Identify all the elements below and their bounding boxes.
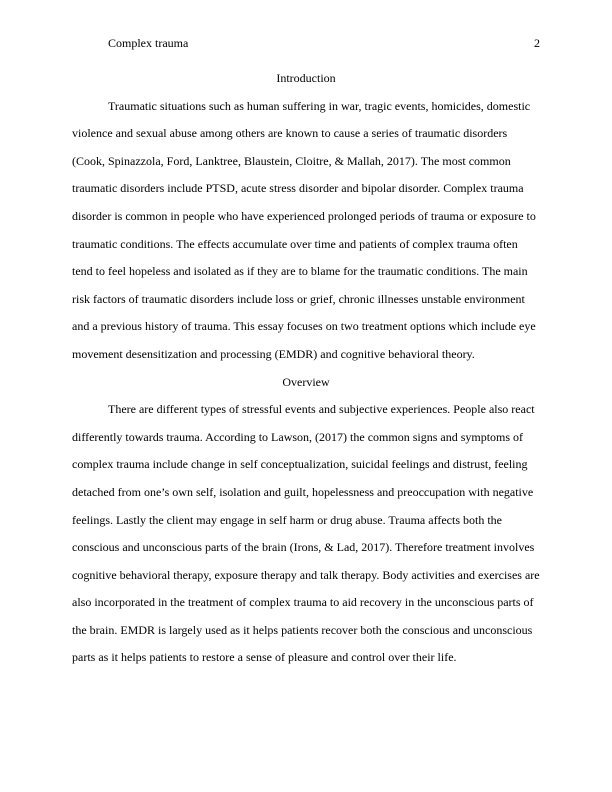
paragraph-introduction: Traumatic situations such as human suffering in war, tragic events, homicides, domestic violence and sexual abuse among others are known to cause a series of traumatic disorders (Cook, Spinazzola, Ford, Lanktree, Blaustein, Cloitre, & Mallah, 2017). The most common traumatic disorders include PTSD, acute stress disorder and bipolar disorder. Complex trauma disorder is common in people who have experienced prolonged periods of trauma or exposure to traumatic conditions. The effects accumulate over time and patients of complex trauma often tend to feel hopeless and isolated as if they are to blame for the traumatic conditions. The main risk factors of traumatic disorders include loss or grief, chronic illnesses unstable environment and a previous history of trauma. This essay focuses on two treatment options which include eye movement desensitization and processing (EMDR) and cognitive behavioral theory. [72,98,536,361]
section-heading-introduction: Introduction [276,71,336,85]
paragraph-overview: There are different types of stressful events and subjective experiences. People also react differently towards trauma. According to Lawson, (2017) the common signs and symptoms of complex trauma include change in self conceptualization, suicidal feelings and distrust, feeling detached from one’s own self, isolation and guilt, hopelessness and preoccupation with negative feelings. Lastly the client may engage in self harm or drug abuse. Trauma affects both the conscious and unconscious parts of the brain (Irons, & Lad, 2017). Therefore treatment involves cognitive behavioral therapy, exposure therapy and talk therapy. Body activities and exercises are also incorporated in the treatment of complex trauma to aid recovery in the unconscious parts of the brain. EMDR is largely used as it helps patients recover both the conscious and unconscious parts as it helps patients to restore a sense of pleasure and control over their life. [72,402,540,665]
section-heading-overview: Overview [282,374,330,389]
page-number: 2 [534,36,540,50]
document-body [72,65,540,672]
running-head: Complex trauma [108,36,189,50]
